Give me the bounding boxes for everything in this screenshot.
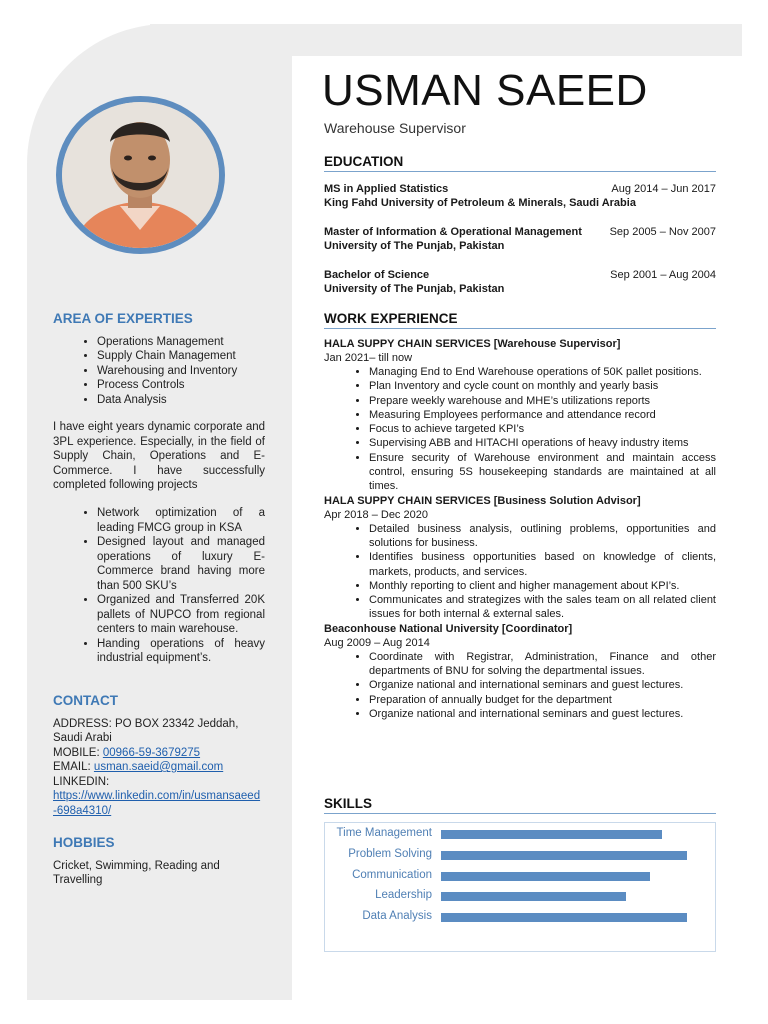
skill-label: Communication	[352, 868, 432, 881]
skills-chart	[324, 822, 716, 952]
job-bullets	[324, 365, 716, 494]
address-label: ADDRESS:	[53, 717, 112, 730]
job-bullet: • Monthly reporting to client and higher management about KPI’s.	[369, 579, 716, 593]
projects-list	[53, 506, 265, 666]
skill-bar	[441, 830, 662, 839]
job-bullet: • Measuring Employees performance and attendance record	[369, 408, 716, 422]
header-background	[150, 24, 742, 56]
linkedin-label: LINKEDIN:	[53, 775, 110, 788]
job-bullet: • Identifies business opportunities based on knowledge of clients, markets, products, and services.	[369, 550, 716, 579]
hobbies-title: HOBBIES	[53, 835, 115, 850]
degree-name: Master of Information & Operational Management	[324, 226, 582, 238]
skill-label: Problem Solving	[348, 847, 432, 860]
hobbies-section	[53, 836, 265, 888]
job-bullet: • Supervising ABB and HITACHI operations of heavy industry items	[369, 436, 716, 450]
job-dates: Aug 2009 – Aug 2014	[324, 636, 430, 649]
skill-bar	[441, 872, 650, 881]
address-value: PO BOX 23342 Jeddah, Saudi Arabi	[53, 717, 239, 744]
expertise-title: AREA OF EXPERTIES	[53, 311, 193, 326]
profile-photo-illustration	[62, 102, 219, 248]
job-entry	[324, 337, 716, 494]
job-bullet: • Managing End to End Warehouse operations of 50K pallet positions.	[369, 365, 716, 379]
institution-name: King Fahd University of Petroleum & Minerals, Saudi Arabia	[324, 197, 636, 209]
expertise-item: • Operations Management	[97, 335, 265, 350]
expertise-list	[53, 335, 265, 408]
institution-name: University of The Punjab, Pakistan	[324, 240, 505, 252]
skill-bar	[441, 913, 687, 922]
contact-mobile	[53, 746, 265, 761]
contact-address	[53, 717, 265, 746]
skills-title: SKILLS	[324, 796, 716, 814]
contact-title: CONTACT	[53, 693, 118, 708]
email-label: EMAIL:	[53, 761, 91, 773]
job-bullets	[324, 650, 716, 721]
expertise-item: • Data Analysis	[97, 393, 265, 408]
work-title: WORK EXPERIENCE	[324, 311, 716, 329]
projects-section	[53, 506, 265, 666]
job-bullet: • Focus to achieve targeted KPI’s	[369, 422, 716, 436]
job-bullet: • Communicates and strategizes with the sales team on all related client issues for both internal & external sales.	[369, 593, 716, 622]
degree-dates: Sep 2001 – Aug 2004	[610, 269, 716, 281]
job-bullet: • Ensure security of Warehouse environment and maintain access control, ensuring 5S housekeeping standards are maintained at all times.	[369, 451, 716, 494]
skill-bar	[441, 892, 626, 901]
project-item: • Designed layout and managed operations of luxury E-Commerce brand having more than 500 SKU’s	[97, 535, 265, 593]
expertise-item: • Warehousing and Inventory	[97, 364, 265, 379]
profile-photo	[56, 96, 225, 254]
skill-label: Time Management	[336, 827, 432, 839]
summary-text: I have eight years dynamic corporate and 3PL experience. Especially, in the field of Supply Chain, Operations and E-Commerce. I have successfully completed following projects	[53, 421, 265, 491]
job-title: HALA SUPPY CHAIN SERVICES [Business Solution Advisor]	[324, 494, 641, 507]
education-item	[324, 225, 716, 253]
degree-dates: Aug 2014 – Jun 2017	[611, 183, 716, 195]
expertise-item: • Process Controls	[97, 378, 265, 393]
summary-section	[53, 420, 265, 493]
linkedin-link[interactable]: https://www.linkedin.com/in/usmansaeed-698a4310/	[53, 790, 261, 817]
job-bullet: • Organize national and international seminars and guest lectures.	[369, 678, 716, 692]
education-item	[324, 268, 716, 296]
job-bullet: • Preparation of annually budget for the department	[369, 693, 716, 707]
mobile-label: MOBILE:	[53, 746, 100, 759]
education-section	[324, 154, 716, 296]
hobbies-text: Cricket, Swimming, Reading and Travelling	[53, 859, 220, 886]
job-dates: Apr 2018 – Dec 2020	[324, 508, 428, 521]
project-item: • Network optimization of a leading FMCG group in KSA	[97, 506, 265, 535]
candidate-role: Warehouse Supervisor	[324, 120, 466, 136]
job-entry	[324, 494, 716, 622]
job-bullet: • Detailed business analysis, outlining problems, opportunities and solutions for business.	[369, 522, 716, 551]
contact-section	[53, 694, 265, 818]
job-title: Beaconhouse National University [Coordinator]	[324, 622, 573, 635]
email-link[interactable]: usman.saeid@gmail.com	[93, 761, 224, 773]
candidate-name: USMAN SAEED	[322, 66, 648, 115]
job-bullet: • Organize national and international seminars and guest lectures.	[369, 707, 716, 721]
expertise-item: • Supply Chain Management	[97, 349, 265, 364]
mobile-link[interactable]: 00966-59-3679275	[102, 746, 201, 759]
expertise-section	[53, 312, 265, 407]
job-title: HALA SUPPY CHAIN SERVICES [Warehouse Supervisor]	[324, 338, 621, 350]
job-bullet: • Prepare weekly warehouse and MHE’s utilizations reports	[369, 394, 716, 408]
institution-name: University of The Punjab, Pakistan	[324, 283, 505, 295]
work-section	[324, 311, 716, 721]
job-bullet: • Coordinate with Registrar, Administration, Finance and other departments of BNU for solving the departmental issues.	[369, 650, 716, 679]
project-item: • Handing operations of heavy industrial equipment’s.	[97, 637, 265, 666]
job-dates: Jan 2021– till now	[324, 352, 413, 364]
job-bullets	[324, 522, 716, 622]
degree-name: MS in Applied Statistics	[324, 183, 449, 195]
education-title: EDUCATION	[324, 154, 716, 172]
skill-label: Leadership	[375, 889, 432, 902]
job-bullet: • Plan Inventory and cycle count on monthly and yearly basis	[369, 379, 716, 393]
job-entry	[324, 622, 716, 721]
skills-section	[324, 796, 716, 814]
project-item: • Organized and Transferred 20K pallets of NUPCO from regional centers to main warehouse.	[97, 593, 265, 637]
degree-name: Bachelor of Science	[324, 269, 430, 281]
contact-email	[53, 760, 265, 775]
skill-label: Data Analysis	[362, 910, 432, 923]
degree-dates: Sep 2005 – Nov 2007	[609, 226, 716, 238]
skill-bar	[441, 851, 687, 860]
education-item	[324, 182, 716, 210]
